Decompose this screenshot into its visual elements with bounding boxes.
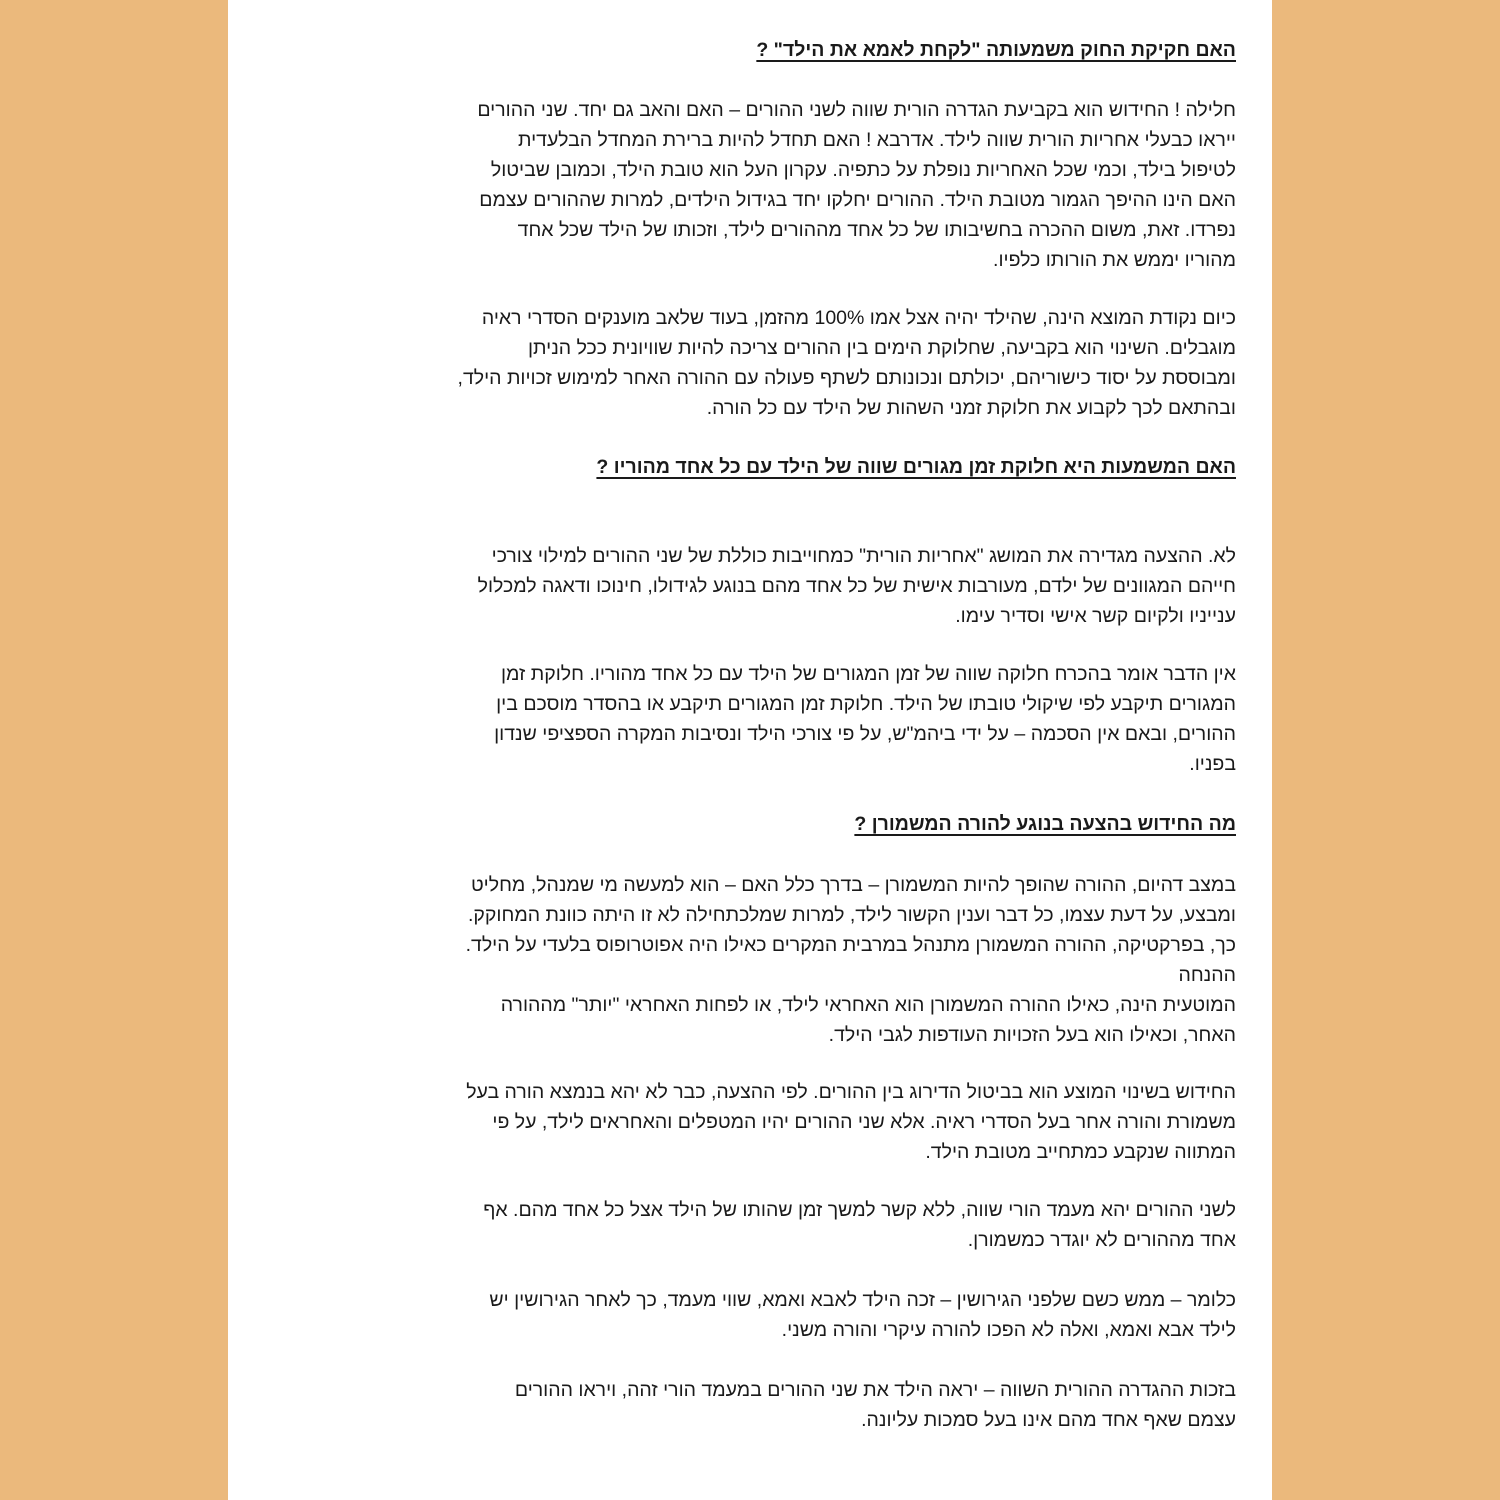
heading-line: האם המשמעות היא חלוקת זמן מגורים שווה של הילד עם כל אחד מהוריו ?: [596, 456, 1236, 478]
paragraph-line: לילד אבא ואמא, ואלה לא הפכו להורה עיקרי והורה משני.: [781, 1319, 1236, 1341]
paragraph-line: החידוש בשינוי המוצע הוא בביטול הדירוג בין ההורים. לפי ההצעה, כבר לא יהא בנמצא הורה בעל: [466, 1081, 1236, 1103]
heading-custodial-parent: [256, 809, 1236, 839]
paragraph-parental-responsibility: [256, 541, 1236, 631]
heading-line: האם חקיקת החוק משמעותה "לקחת לאמא את הילד" ?: [756, 39, 1236, 61]
paragraph-line: ומבצע, על דעת עצמו, כל דבר וענין הקשור לילד, למרות שמלכתחילה לא זו היתה כוונת המחוקק.: [468, 904, 1236, 926]
paragraph-line: לא. ההצעה מגדירה את המושג "אחריות הורית" כמחוייבות כוללת של שני ההורים למילוי צורכי: [491, 545, 1236, 567]
paragraph-line: האם הינו ההיפך הגמור מטובת הילד. ההורים יחלקו יחד בגידול הילדים, למרות שההורים עצמם: [479, 189, 1236, 211]
paragraph-line: המתווה שנקבע כמתחייב מטובת הילד.: [925, 1141, 1236, 1163]
paragraph-line: ההורים, ובאם אין הסכמה – על ידי ביהמ"ש, על פי צורכי הילד ונסיבות המקרה הספציפי שנדון: [494, 723, 1236, 745]
paragraph-line: ההנחה: [1178, 964, 1236, 986]
heading-equal-living-time: [256, 452, 1236, 482]
heading-line: מה החידוש בהצעה בנוגע להורה המשמורן ?: [854, 813, 1236, 835]
paragraph-line: חייהם המגוונים של ילדם, מעורבות אישית של כל אחד מהם בנוגע לגידולו, חינוכו ודאגה למכלול: [477, 575, 1236, 597]
paragraph-line: ענייניו ולקיום קשר אישי וסדיר עימו.: [955, 605, 1236, 627]
paragraph-cancel-ranking: [256, 1077, 1236, 1167]
paragraph-line: חלילה ! החידוש הוא בקביעת הגדרה הורית שווה לשני ההורים – האם והאב גם יחד. שני ההורים: [477, 99, 1236, 121]
paragraph-line: מוגבלים. השינוי הוא בקביעה, שחלוקת הימים בין ההורים צריכה להיות שוויונית ככל הניתן: [527, 337, 1236, 359]
document-page: [228, 0, 1272, 1500]
paragraph-living-time-division: [256, 659, 1236, 779]
paragraph-equal-parental-definition: [256, 95, 1236, 275]
paragraph-line: האחר, וכאילו הוא בעל הזכויות העודפות לגבי הילד.: [828, 1024, 1236, 1046]
paragraph-line: המוטעית הינה, כאילו ההורה המשמורן הוא האחראי לילד, או לפחות האחראי "יותר" מההורה: [500, 994, 1236, 1016]
paragraph-line: לטיפול בילד, וכמי שכל האחריות נופלת על כתפיה. עקרון העל הוא טובת הילד, וכמובן שביטול: [490, 159, 1236, 181]
paragraph-line: לשני ההורים יהא מעמד הורי שווה, ללא קשר למשך זמן שהותו של הילד אצל כל אחד מהם. אף: [483, 1199, 1236, 1221]
paragraph-line: המגורים תיקבע לפי שיקולי טובתו של הילד. חלוקת זמן המגורים תיקבע או בהסדר מוסכם בין: [496, 693, 1236, 715]
paragraph-line: כיום נקודת המוצא הינה, שהילד יהיה אצל אמו 100% מהזמן, בעוד שלאב מוענקים הסדרי ראיה: [481, 307, 1236, 329]
paragraph-identical-status: [256, 1375, 1236, 1435]
paragraph-line: כלומר – ממש כשם שלפני הגירושין – זכה הילד לאבא ואמא, שווי מעמד, כך לאחר הגירושין יש: [489, 1289, 1236, 1311]
paragraph-line: אין הדבר אומר בהכרח חלוקה שווה של זמן המגורים של הילד עם כל אחד מהוריו. חלוקת זמן: [500, 663, 1236, 685]
paragraph-line: נפרדו. זאת, משום ההכרה בחשיבותו של כל אחד מההורים לילד, וזכותו של הילד שכל אחד: [517, 219, 1236, 241]
paragraph-line: אחד מההורים לא יוגדר כמשמורן.: [967, 1229, 1236, 1251]
paragraph-line: בפניו.: [1189, 753, 1236, 775]
paragraph-line: משמורת והורה אחר בעל הסדרי ראיה. אלא שני ההורים יהיו המטפלים והאחראים לילד, על פי: [492, 1111, 1236, 1133]
paragraph-line: בזכות ההגדרה ההורית השווה – יראה הילד את שני ההורים במעמד הורי זהה, ויראו ההורים: [514, 1379, 1236, 1401]
paragraph-line: עצמם שאף אחד מהם אינו בעל סמכות עליונה.: [861, 1409, 1236, 1431]
paragraph-line: כך, בפרקטיקה, ההורה המשמורן מתנהל במרבית המקרים כאילו היה אפוטרופוס בלעדי על הילד.: [465, 934, 1236, 956]
paragraph-line: ייראו כבעלי אחריות הורית שווה לילד. אדרבא ! האם תחדל להיות ברירת המחדל הבלעדית: [518, 129, 1236, 151]
paragraph-current-custody: [256, 870, 1236, 1050]
heading-take-child-from-mother: [256, 35, 1236, 65]
paragraph-line: ובהתאם לכך לקבוע את חלוקת זמני השהות של הילד עם כל הורה.: [706, 397, 1236, 419]
paragraph-equal-status: [256, 1195, 1236, 1255]
paragraph-line: ומבוססת על יסוד כישוריהם, יכולתם ונכונותם לשתף פעולה עם ההורה האחר למימוש זכויות הילד,: [457, 367, 1236, 389]
paragraph-before-and-after-divorce: [256, 1285, 1236, 1345]
paragraph-current-starting-point: [256, 303, 1236, 423]
paragraph-line: מהוריו יממש את הורותו כלפיו.: [993, 249, 1236, 271]
paragraph-line: במצב דהיום, ההורה שהופך להיות המשמורן – בדרך כלל האם – הוא למעשה מי שמנהל, מחליט: [470, 874, 1236, 896]
